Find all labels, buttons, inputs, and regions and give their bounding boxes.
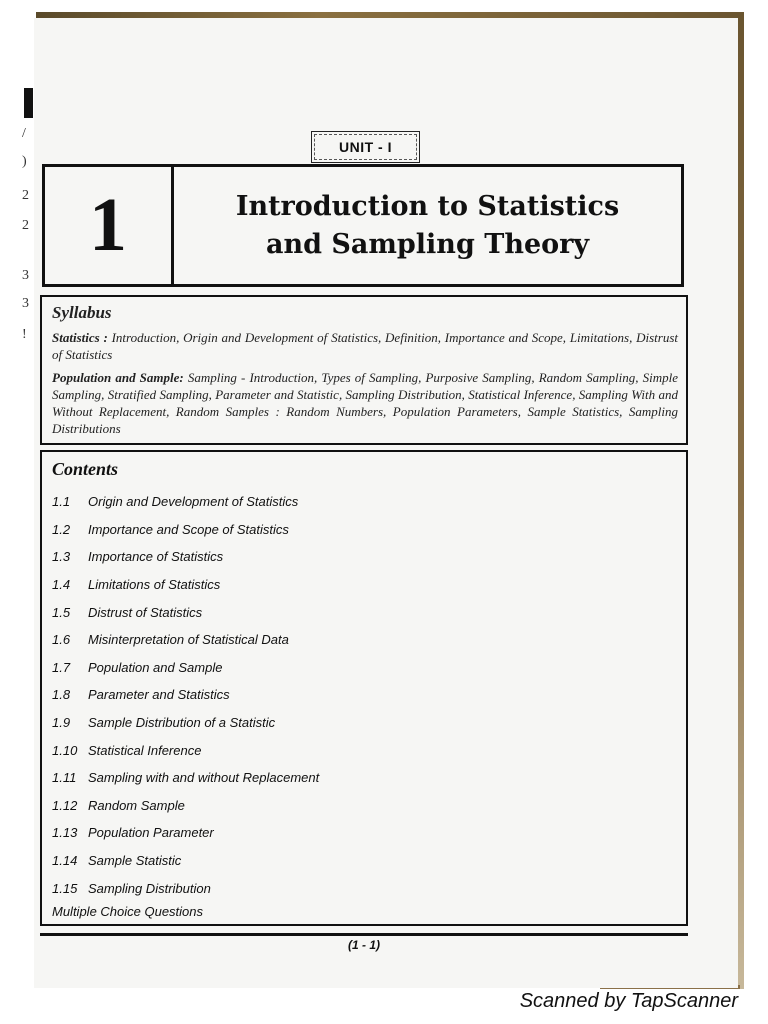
toc-number: 1.2 bbox=[52, 521, 71, 537]
syllabus-heading: Syllabus bbox=[52, 303, 112, 322]
toc-title: Sample Distribution of a Statistic bbox=[88, 715, 276, 731]
syllabus-text: Introduction, Origin and Development of Statistics, Definition, Importance and Scope, Limitations, Distrust of Statistics bbox=[52, 330, 678, 362]
toc-number: 1.14 bbox=[52, 853, 78, 869]
margin-mark: ) bbox=[22, 154, 27, 169]
toc-number: 1.6 bbox=[52, 632, 71, 648]
toc-title: Population and Sample bbox=[88, 659, 223, 675]
toc-number: 1.1 bbox=[52, 494, 71, 510]
toc-number: 1.10 bbox=[52, 742, 78, 758]
toc-number: 1.13 bbox=[52, 825, 78, 841]
toc-item bbox=[52, 488, 676, 516]
toc-mcq-item: Multiple Choice Questions bbox=[52, 903, 204, 919]
toc-number: 1.8 bbox=[52, 687, 71, 703]
toc-title: Distrust of Statistics bbox=[88, 604, 203, 620]
toc-title: Random Sample bbox=[88, 797, 185, 813]
bottom-rule bbox=[40, 933, 688, 936]
toc-item bbox=[52, 792, 676, 820]
syllabus-section bbox=[40, 295, 688, 445]
toc-title: Importance of Statistics bbox=[88, 549, 224, 565]
toc-title: Misinterpretation of Statistical Data bbox=[88, 632, 289, 648]
scanner-watermark: Scanned by TapScanner bbox=[519, 990, 738, 1012]
chapter-number: 1 bbox=[45, 167, 174, 284]
toc-title: Sample Statistic bbox=[88, 853, 182, 869]
toc-title: Origin and Development of Statistics bbox=[88, 494, 299, 510]
toc-item bbox=[52, 571, 676, 599]
syllabus-text: Sampling - Introduction, Types of Sampling, Purposive Sampling, Random Sampling, Simple Sampling, Stratified Sampling, Parameter and Statistic, Sampling Distribution, Statistical Inference, Sampling With and Without Replacement, Random Samples : Random Numbers, Population Parameters, Sample Statistics, Sampling Distributions bbox=[52, 370, 678, 436]
toc-number: 1.9 bbox=[52, 715, 71, 731]
toc-title: Sampling with and without Replacement bbox=[88, 770, 320, 786]
toc-number: 1.4 bbox=[52, 577, 71, 593]
chapter-header bbox=[42, 164, 684, 287]
margin-mark: 2 bbox=[22, 218, 29, 233]
syllabus-paragraph bbox=[52, 369, 678, 437]
contents-heading: Contents bbox=[52, 459, 119, 479]
margin-binding-mark bbox=[24, 88, 33, 118]
toc-item bbox=[52, 764, 676, 792]
toc-title: Parameter and Statistics bbox=[88, 687, 230, 703]
margin-mark: 2 bbox=[22, 188, 29, 203]
toc-item bbox=[52, 681, 676, 709]
toc-number: 1.7 bbox=[52, 659, 71, 675]
syllabus-paragraph bbox=[52, 329, 678, 363]
margin-mark: 3 bbox=[22, 268, 29, 283]
chapter-title bbox=[174, 167, 681, 284]
page-number: (1 - 1) bbox=[347, 938, 380, 952]
left-margin-marks bbox=[0, 0, 34, 400]
toc-title: Limitations of Statistics bbox=[88, 577, 221, 593]
toc-item bbox=[52, 819, 676, 847]
toc-title: Sampling Distribution bbox=[88, 880, 211, 896]
chapter-title-line-2: and Sampling Theory bbox=[265, 228, 590, 260]
toc-item bbox=[52, 874, 676, 902]
toc-item bbox=[52, 847, 676, 875]
scan-edge-right bbox=[738, 14, 744, 989]
toc-title: Importance and Scope of Statistics bbox=[88, 521, 289, 537]
toc-item bbox=[52, 543, 676, 571]
toc-number: 1.15 bbox=[52, 880, 78, 896]
margin-mark: / bbox=[22, 126, 26, 141]
syllabus-lead: Population and Sample: bbox=[52, 370, 184, 385]
chapter-title-line-1: Introduction to Statistics bbox=[235, 190, 620, 222]
toc-number: 1.3 bbox=[52, 549, 71, 565]
toc-item bbox=[52, 626, 676, 654]
toc-item bbox=[52, 516, 676, 544]
contents-section bbox=[40, 450, 688, 926]
toc-title: Population Parameter bbox=[88, 825, 214, 841]
margin-mark: 3 bbox=[22, 296, 29, 311]
unit-label: UNIT - I bbox=[311, 131, 420, 163]
toc-number: 1.11 bbox=[52, 770, 77, 786]
toc-number: 1.12 bbox=[52, 797, 78, 813]
toc-title: Statistical Inference bbox=[88, 742, 202, 758]
toc-item bbox=[52, 598, 676, 626]
toc-item bbox=[52, 736, 676, 764]
toc-item bbox=[52, 709, 676, 737]
syllabus-lead: Statistics : bbox=[52, 330, 108, 345]
toc-number: 1.5 bbox=[52, 604, 71, 620]
toc-item bbox=[52, 654, 676, 682]
margin-mark: ! bbox=[22, 327, 27, 342]
